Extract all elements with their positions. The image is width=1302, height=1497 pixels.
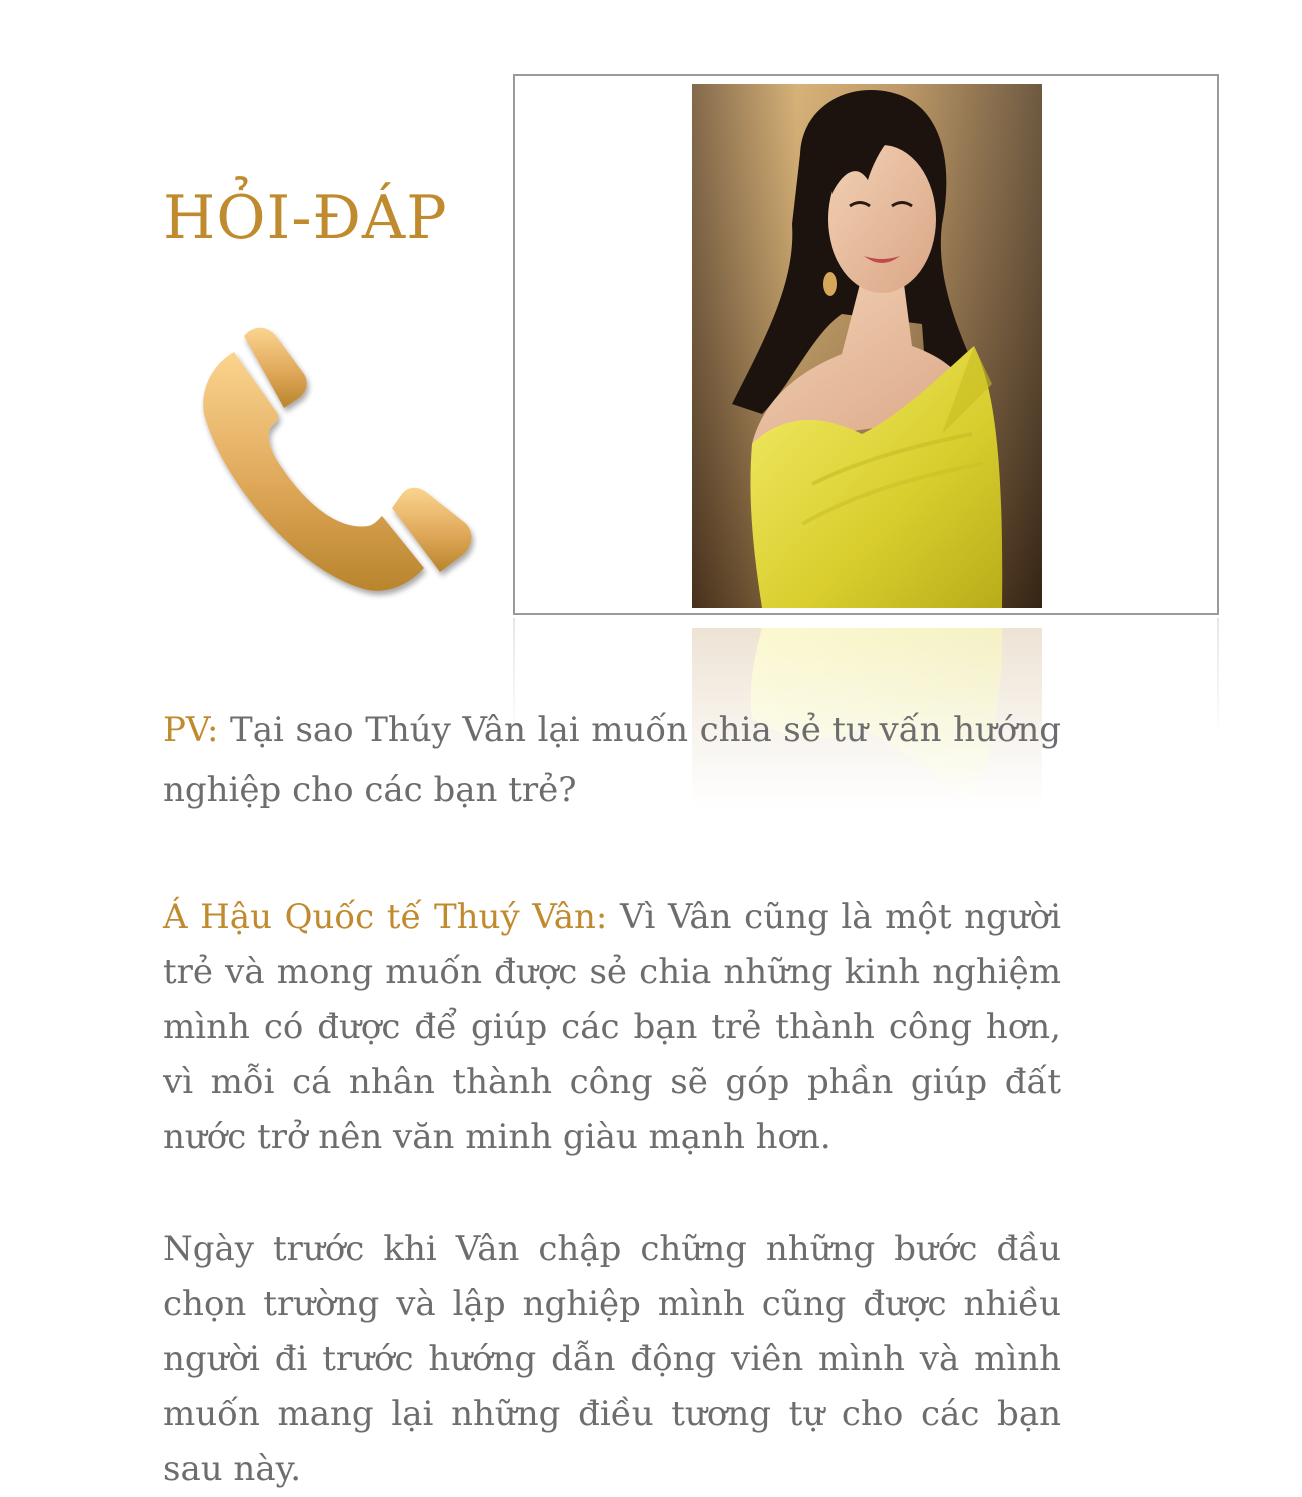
speaker-label: PV: [163,710,219,750]
question-text: Tại sao Thúy Vân lại muốn chia sẻ tư vấn hướng nghiệp cho các bạn trẻ? [163,710,1061,810]
section-title: HỎI-ĐÁP [163,183,448,253]
answer-text: Vì Vân cũng là một người trẻ và mong muốn được sẻ chia những kinh nghiệm mình có được để giúp các bạn trẻ thành công hơn, vì mỗi cá nhân thành công sẽ góp phần giúp đất nước trở nên văn minh giàu mạnh hơn. [163,897,1062,1157]
speaker-label: Á Hậu Quốc tế Thuý Vân: [163,897,608,937]
answer-paragraph [163,890,1061,1165]
question-paragraph [163,700,1061,820]
answer-text: Ngày trước khi Vân chập chững những bước đầu chọn trường và lập nghiệp mình cũng được nhiều người đi trước hướng dẫn động viên mình và mình muốn mang lại những điều tương tự cho các bạn sau này. [163,1229,1061,1489]
phone-handset-icon [196,322,478,602]
portrait-photo [692,84,1042,608]
answer-paragraph [163,1222,1061,1497]
